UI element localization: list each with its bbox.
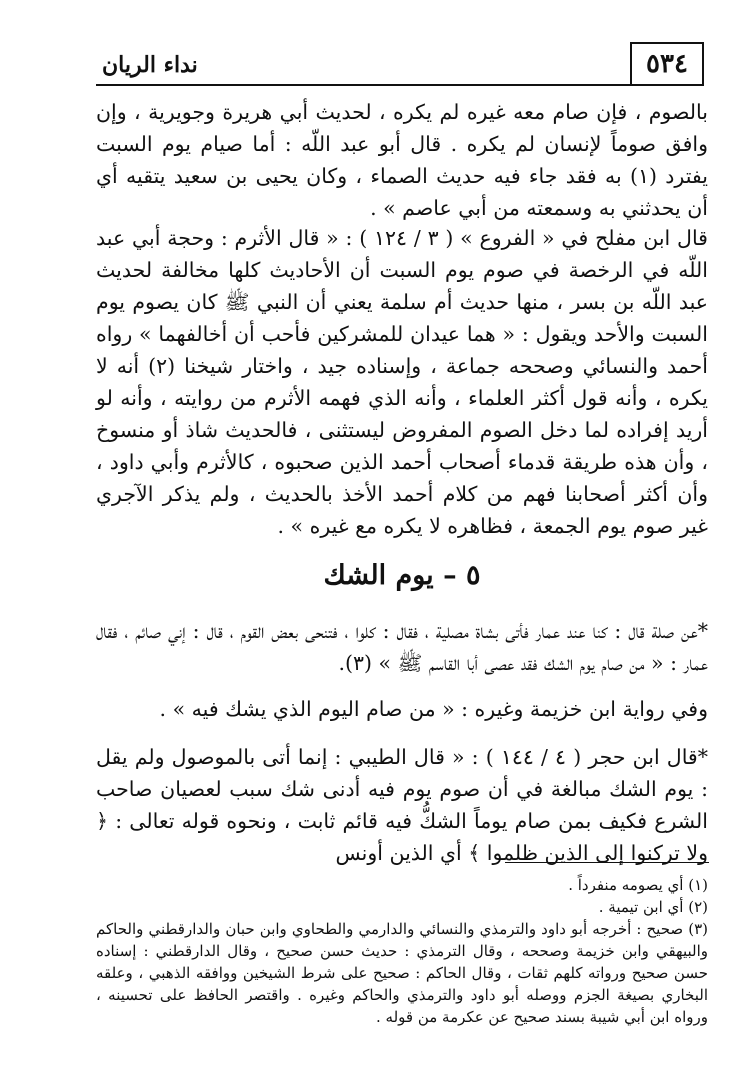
paragraph-text: بالصوم ، فإن صام معه غيره لم يكره ، لحديث أبي هريرة وجويرية ، وإن وافق صوماً لإنسان لم يكره . قال أبو عبد اللّه : أما صيام يوم السبت يفترد (١) به فقد جاء فيه حديث الصماء ، وكان يحيى بن سعيد يتقيه أي أن يحدثني به وسمعته من أبي عاصم » . [96,100,709,220]
paragraph-text: وفي رواية ابن خزيمة وغيره : « من صام اليوم الذي يشك فيه » . [159,697,708,721]
page-number: ٥٣٤ [630,42,704,84]
paragraph [96,693,708,725]
paragraph [96,96,708,224]
paragraph [96,222,708,542]
footnote-separator [505,862,709,863]
footnotes [96,874,708,1028]
footnote: (٢) أي ابن تيمية . [598,898,708,916]
footnote: (٣) صحيح : أخرجه أبو داود والترمذي والنسائي والدارمي والطحاوي وابن حبان والدارقطني والحاكم والبيهقي وابن خزيمة وصححه ، وقال الترمذي : حديث حسن صحيح ، وقال الدارقطني : إسناده حسن صحيح ورواته كلهم ثقات ، وقال الحاكم : صحيح على شرط الشيخين ووافقه الذهبي ، وعلقه البخاري بصيغة الجزم ووصله أبو داود والترمذي والحاكم وغيره . واقتصر الحافظ على تحسينه ، ورواه ابن أبي شيبة بسند صحيح عن عكرمة من قوله . [96,920,708,1026]
paragraph-text: *قال ابن حجر ( ٤ / ١٤٤ ) : « قال الطيبي : إنما أتى بالموصول ولم يقل : يوم الشك مبالغة في أن صوم يوم فيه أدنى شك سبب لعصيان صاحب الشرع فكيف بمن صام يوماً الشكُّ فيه قائم ثابت ، ونحوه قوله تعالى : ﴿ ولا تركنوا إلى الذين ظلموا ﴾ أي الذين أونس [96,745,708,865]
page-header [96,38,704,86]
section-heading: ٥ – يوم الشك [323,560,481,591]
paragraph [96,615,708,679]
running-title: نداء الريان [102,52,198,78]
paragraph-text: قال ابن مفلح في « الفروع » ( ٣ / ١٢٤ ) : « قال الأثرم : وحجة أبي عبد اللّه في الرخصة في صوم يوم السبت أن الأحاديث كلها مخالفة لحديث عبد اللّه بن بسر ، منها حديث أم سلمة يعني أن النبي ﷺ كان يصوم يوم السبت والأحد ويقول : « هما عيدان للمشركين فأحب أن أخالفهما » رواه أحمد والنسائي وصححه جماعة ، وإسناده جيد ، واختار شيخنا (٢) أنه لا يكره ، وأنه قول أكثر العلماء ، وأنه الذي فهمه الأثرم من روايته ، وأنه لو أريد إفراده لما دخل الصوم المفروض ليستثنى ، فالحديث شاذ أو منسوخ ، وأن هذه طريقة قدماء أصحاب أحمد الذين صحبوه ، كالأثرم وأبي داود ، وأن أكثر أصحابنا فهم من كلام أحمد الأخذ بالحديث ، ولم يذكر الآجري غير صوم يوم الجمعة ، فظاهره لا يكره مع غيره » . [96,226,709,538]
paragraph-text: *عن صلة قال : كنا عند عمار فأتى بشاة مصلية ، فقال : كلوا ، فتنحى بعض القوم ، قال : إني صائم ، فقال عمار : « من صام يوم الشك فقد عصى أبا القاسم ﷺ » (٣). [96,619,708,675]
footnote: (١) أي يصومه منفرداً . [568,876,708,894]
paragraph [96,741,708,869]
